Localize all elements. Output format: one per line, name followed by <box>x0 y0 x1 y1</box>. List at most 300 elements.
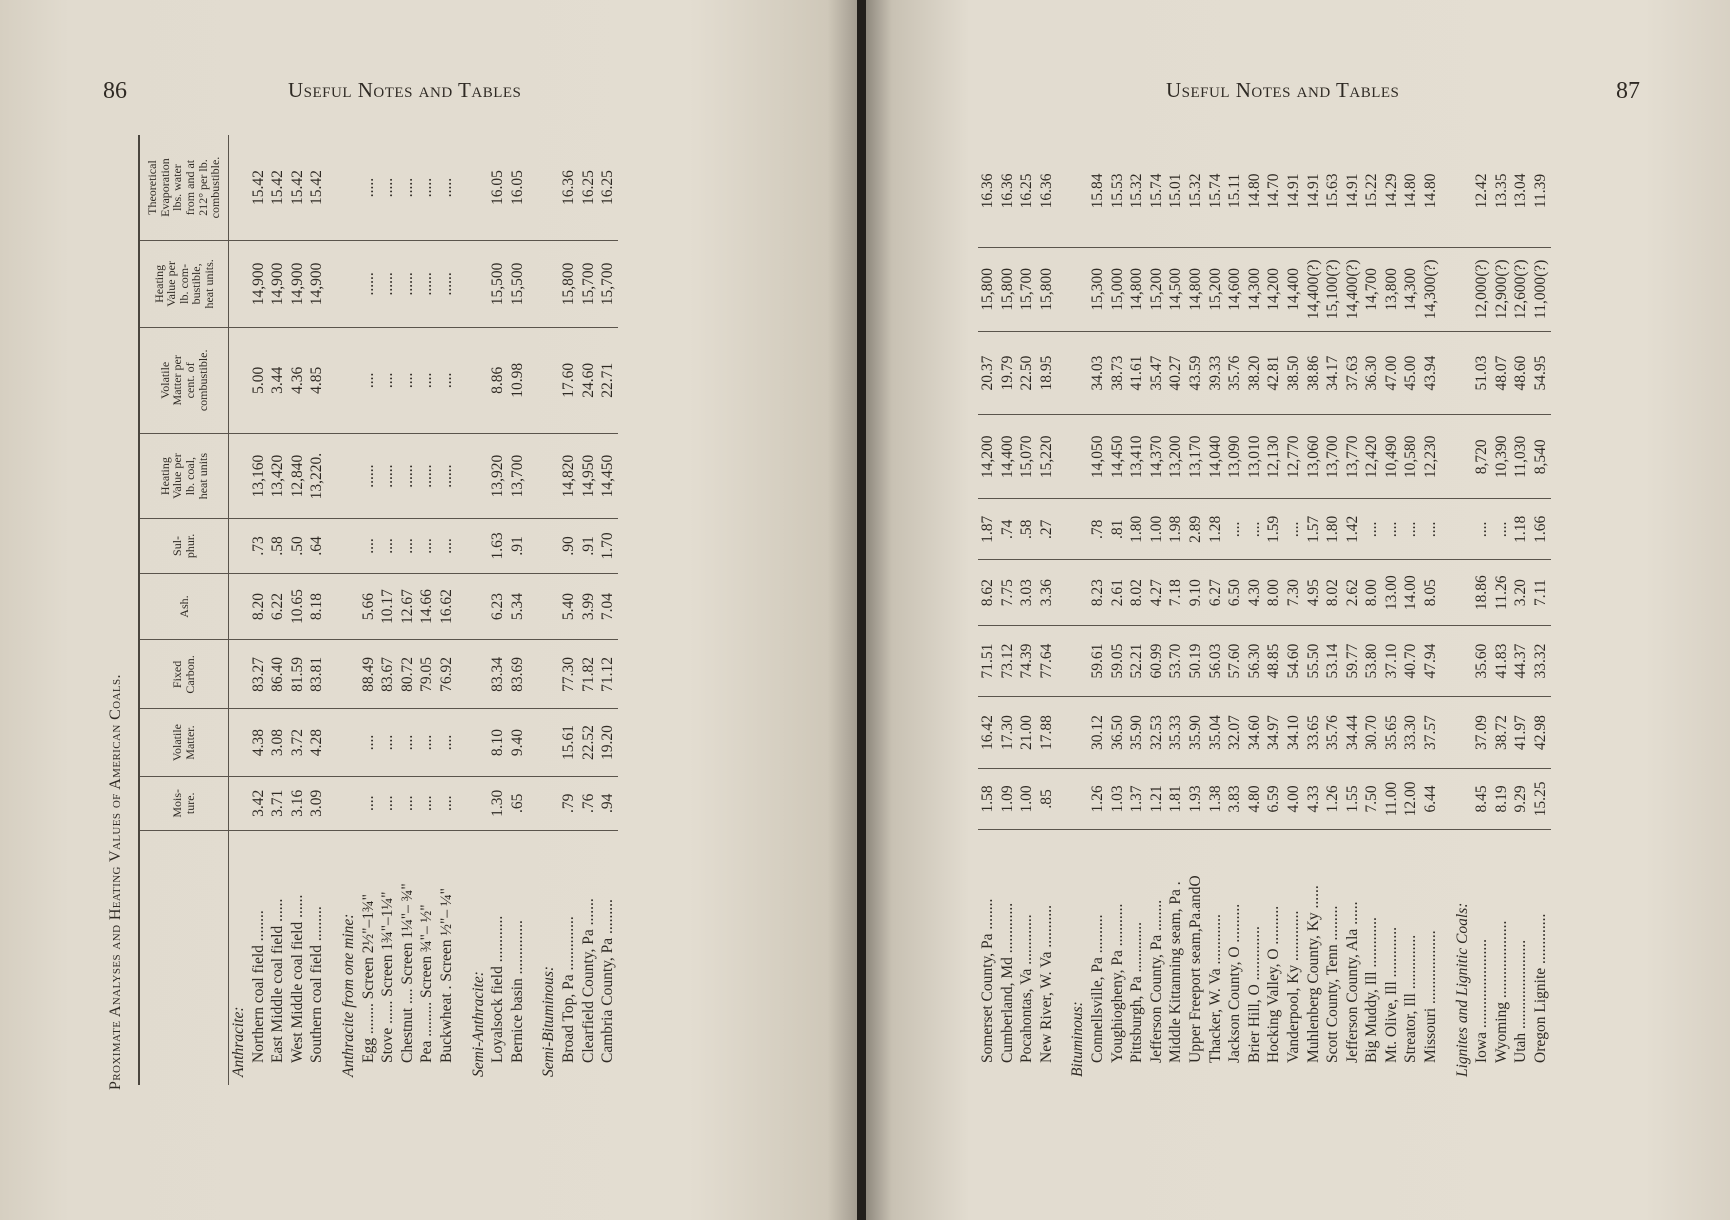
table-cell: 37.57 <box>1421 697 1441 769</box>
table-cell: 4.38 <box>249 709 269 776</box>
table-cell: .... <box>398 519 418 573</box>
table-cell: 6.23 <box>488 573 508 640</box>
table-cell: 16.42 <box>978 697 998 769</box>
page-number-left: 86 <box>103 78 127 104</box>
table-cell: 71.51 <box>978 625 998 697</box>
table-row <box>268 135 288 1085</box>
table-cell: 59.61 <box>1088 625 1108 697</box>
table-cell: 3.36 <box>1037 560 1057 625</box>
table-row <box>1147 135 1167 1085</box>
left-table-wrap <box>138 135 618 1085</box>
table-cell: 33.32 <box>1531 625 1551 697</box>
coal-source: Middle Kittanning seam, Pa . <box>1167 881 1185 1063</box>
table-cell: 37.10 <box>1382 625 1402 697</box>
table-cell: .... <box>1492 499 1512 560</box>
table-cell: 3.16 <box>288 776 308 830</box>
table-cell: 10.98 <box>508 327 528 433</box>
table-cell: 14,450 <box>598 433 618 518</box>
table-row <box>998 135 1018 1085</box>
column-header: Fixed Carbon. <box>139 640 229 709</box>
table-cell: 34.10 <box>1284 697 1304 769</box>
section-title-row <box>229 135 249 1085</box>
running-header-left: Useful Notes and Tables <box>288 78 522 102</box>
table-cell: ..... <box>378 135 398 241</box>
table-row <box>307 135 327 1085</box>
table-row <box>978 135 998 1085</box>
table-row <box>1492 135 1512 1085</box>
table-cell: 17.60 <box>559 327 579 433</box>
table-cell: 55.50 <box>1304 625 1324 697</box>
table-cell: 16.25 <box>579 135 599 241</box>
table-cell: 15.32 <box>1127 135 1147 247</box>
table-cell: ..... <box>359 135 379 241</box>
table-cell: 18.95 <box>1037 331 1057 415</box>
table-cell: .58 <box>268 519 288 573</box>
table-cell: 1.66 <box>1531 499 1551 560</box>
coal-source: Streator, Ill .............. <box>1402 934 1420 1063</box>
table-cell: .65 <box>508 776 528 830</box>
coal-source: Cumberland, Md ............. <box>998 902 1016 1063</box>
table-cell: .... <box>417 327 437 433</box>
column-header-item <box>139 831 229 1086</box>
table-cell: 14,820 <box>559 433 579 518</box>
table-cell: 59.05 <box>1108 625 1128 697</box>
table-row <box>1284 135 1304 1085</box>
coal-source: Egg ........ Screen 2½"–1¾" <box>359 894 377 1063</box>
table-cell: 38.86 <box>1304 331 1324 415</box>
table-cell: .... <box>359 519 379 573</box>
table-cell: 41.83 <box>1492 625 1512 697</box>
table-cell: 11,030 <box>1511 415 1531 499</box>
table-row <box>437 135 457 1085</box>
table-cell: 3.09 <box>307 776 327 830</box>
table-cell: 47.94 <box>1421 625 1441 697</box>
table-cell: 1.58 <box>978 768 998 829</box>
table-cell: .... <box>1472 499 1492 560</box>
table-cell: 13,010 <box>1245 415 1265 499</box>
table-cell: 15.25 <box>1531 768 1551 829</box>
table-cell: 48.07 <box>1492 331 1512 415</box>
coal-source: Loyalsock field ............ <box>489 915 507 1063</box>
table-cell: 15.61 <box>559 709 579 776</box>
column-header: Heating Value per lb. coal, heat units <box>139 433 229 518</box>
table-cell: 12,770 <box>1284 415 1304 499</box>
coal-source: Pocahontas, Va ............. <box>1018 914 1036 1063</box>
table-cell: .27 <box>1037 499 1057 560</box>
table-cell: 20.37 <box>978 331 998 415</box>
coal-source: Oregon Lignite ............. <box>1532 913 1550 1063</box>
coal-source: East Middle coal field ...... <box>269 898 287 1063</box>
column-header: Volatile Matter. <box>139 709 229 776</box>
coal-source: Cambria County, Pa ......... <box>599 899 617 1063</box>
table-cell: 15.42 <box>288 135 308 241</box>
table-cell: ...... <box>417 433 437 518</box>
table-cell: 1.59 <box>1264 499 1284 560</box>
table-cell: 1.09 <box>998 768 1018 829</box>
table-cell: 16.36 <box>559 135 579 241</box>
table-cell: 35.76 <box>1225 331 1245 415</box>
table-cell: 52.21 <box>1127 625 1147 697</box>
table-row <box>1206 135 1226 1085</box>
table-cell: 13,160 <box>249 433 269 518</box>
table-cell: 41.61 <box>1127 331 1147 415</box>
table-cell: 15.01 <box>1166 135 1186 247</box>
table-cell: 8.62 <box>978 560 998 625</box>
table-cell: 11.39 <box>1531 135 1551 247</box>
column-header: Theoretical Evaporation lbs. water from and at 212° per lb. combustible. <box>139 135 229 241</box>
table-cell: 43.94 <box>1421 331 1441 415</box>
coal-source: Clearfield County, Pa ....... <box>579 898 597 1063</box>
table-cell: 4.27 <box>1147 560 1167 625</box>
table-cell: 51.03 <box>1472 331 1492 415</box>
table-cell: 15,700 <box>579 241 599 328</box>
table-cell: 14,700 <box>1362 247 1382 331</box>
table-cell: 14,400(?) <box>1343 247 1363 331</box>
table-cell: .73 <box>249 519 269 573</box>
table-cell: 86.40 <box>268 640 288 709</box>
section-spacer <box>1441 135 1453 1085</box>
table-cell: 71.12 <box>598 640 618 709</box>
table-cell: 14,600 <box>1225 247 1245 331</box>
table-cell: 15,200 <box>1206 247 1226 331</box>
table-cell: 15,000 <box>1108 247 1128 331</box>
table-cell: 11.00 <box>1382 768 1402 829</box>
table-cell: .... <box>398 776 418 830</box>
table-cell: 17.30 <box>998 697 1018 769</box>
table-cell: .... <box>437 776 457 830</box>
table-cell: 15.32 <box>1186 135 1206 247</box>
table-cell: 8,720 <box>1472 415 1492 499</box>
coal-source: Muhlenberg County, Ky ...... <box>1304 885 1322 1063</box>
table-cell: 54.95 <box>1531 331 1551 415</box>
table-cell: 14,500 <box>1166 247 1186 331</box>
table-cell: 83.34 <box>488 640 508 709</box>
table-cell: 38.50 <box>1284 331 1304 415</box>
table-cell: .90 <box>559 519 579 573</box>
table-cell: 1.00 <box>1147 499 1167 560</box>
table-cell: 60.99 <box>1147 625 1167 697</box>
coal-source: Bernice basin .............. <box>508 920 526 1063</box>
table-cell: 6.44 <box>1421 768 1441 829</box>
coal-analysis-table-left <box>138 135 618 1085</box>
table-cell: 32.07 <box>1225 697 1245 769</box>
coal-source: Utah ....................... <box>1512 939 1530 1063</box>
table-cell: .94 <box>598 776 618 830</box>
table-row <box>1088 135 1108 1085</box>
table-cell: 42.98 <box>1531 697 1551 769</box>
table-cell: 14,370 <box>1147 415 1167 499</box>
coal-source: Missouri ................... <box>1422 930 1440 1063</box>
table-cell: 13,170 <box>1186 415 1206 499</box>
table-cell: 13.04 <box>1511 135 1531 247</box>
table-cell: 14.00 <box>1401 560 1421 625</box>
table-cell: 19.20 <box>598 709 618 776</box>
table-cell: .... <box>359 776 379 830</box>
running-header-right: Useful Notes and Tables <box>1166 78 1400 102</box>
coal-source: Jefferson County, Pa ........ <box>1147 899 1165 1063</box>
table-cell: 4.95 <box>1304 560 1324 625</box>
table-cell: .81 <box>1108 499 1128 560</box>
table-cell: 7.18 <box>1166 560 1186 625</box>
table-cell: 14,400(?) <box>1304 247 1324 331</box>
table-row <box>598 135 618 1085</box>
table-row <box>1382 135 1402 1085</box>
table-cell: 38.72 <box>1492 697 1512 769</box>
coal-source: New River, W. Va ........... <box>1037 905 1055 1063</box>
table-cell: 35.76 <box>1323 697 1343 769</box>
table-row <box>378 135 398 1085</box>
table-cell: 35.04 <box>1206 697 1226 769</box>
table-cell: 15.74 <box>1147 135 1167 247</box>
table-cell: 15,800 <box>978 247 998 331</box>
table-cell: 15,070 <box>1017 415 1037 499</box>
table-cell: 8,540 <box>1531 415 1551 499</box>
coal-source: Brier Hill, O .............. <box>1245 926 1263 1063</box>
table-cell: 1.18 <box>1511 499 1531 560</box>
table-cell: 8.00 <box>1362 560 1382 625</box>
coal-source: Connellsville, Pa .......... <box>1088 914 1106 1063</box>
table-cell: 12.00 <box>1401 768 1421 829</box>
table-cell: 8.20 <box>249 573 269 640</box>
table-cell: .58 <box>1017 499 1037 560</box>
section-title: Bituminous: <box>1069 1001 1087 1077</box>
table-cell: 13,200 <box>1166 415 1186 499</box>
table-cell: 13.35 <box>1492 135 1512 247</box>
table-row <box>508 135 528 1085</box>
table-cell: 15,800 <box>1037 247 1057 331</box>
table-cell: 12.42 <box>1472 135 1492 247</box>
table-row <box>359 135 379 1085</box>
table-cell: 4.80 <box>1245 768 1265 829</box>
table-row <box>288 135 308 1085</box>
section-title-row <box>469 135 489 1085</box>
table-cell: ...... <box>378 433 398 518</box>
table-cell: 8.45 <box>1472 768 1492 829</box>
table-row <box>1127 135 1147 1085</box>
table-cell: 14,300 <box>1401 247 1421 331</box>
table-cell: 6.50 <box>1225 560 1245 625</box>
table-cell: 14,950 <box>579 433 599 518</box>
table-cell: 38.20 <box>1245 331 1265 415</box>
table-cell: 56.03 <box>1206 625 1226 697</box>
table-cell: 16.62 <box>437 573 457 640</box>
table-cell: 14,900 <box>249 241 269 328</box>
table-cell: 53.14 <box>1323 625 1343 697</box>
table-cell: 73.12 <box>998 625 1018 697</box>
table-cell: 34.17 <box>1323 331 1343 415</box>
table-cell: 2.61 <box>1108 560 1128 625</box>
table-cell: .... <box>1225 499 1245 560</box>
table-cell: ..... <box>417 135 437 241</box>
section-spacer <box>457 135 469 1085</box>
table-cell: 1.26 <box>1088 768 1108 829</box>
table-cell: 15,700 <box>1017 247 1037 331</box>
table-cell: 35.90 <box>1186 697 1206 769</box>
table-cell: 6.22 <box>268 573 288 640</box>
table-cell: 47.00 <box>1382 331 1402 415</box>
table-cell: 53.70 <box>1166 625 1186 697</box>
table-cell: 77.64 <box>1037 625 1057 697</box>
right-table-wrap <box>978 135 1551 1085</box>
table-cell: 88.49 <box>359 640 379 709</box>
table-cell: 34.44 <box>1343 697 1363 769</box>
table-cell: 35.65 <box>1382 697 1402 769</box>
table-cell: 16.25 <box>598 135 618 241</box>
table-cell: 11,000(?) <box>1531 247 1551 331</box>
table-cell: 83.69 <box>508 640 528 709</box>
table-cell: 9.29 <box>1511 768 1531 829</box>
table-cell: 35.47 <box>1147 331 1167 415</box>
table-cell: 13,220. <box>307 433 327 518</box>
table-cell: ...... <box>417 241 437 328</box>
table-cell: 42.81 <box>1264 331 1284 415</box>
table-cell: 33.30 <box>1401 697 1421 769</box>
table-cell: .64 <box>307 519 327 573</box>
table-cell: 14.80 <box>1421 135 1441 247</box>
table-cell: 14.66 <box>417 573 437 640</box>
table-cell: 13,700 <box>508 433 528 518</box>
table-cell: 6.27 <box>1206 560 1226 625</box>
left-page <box>0 0 862 1220</box>
table-cell: 14,400 <box>998 415 1018 499</box>
table-cell: 35.60 <box>1472 625 1492 697</box>
table-cell: 13,700 <box>1323 415 1343 499</box>
table-cell: 2.62 <box>1343 560 1363 625</box>
table-cell: 15,300 <box>1088 247 1108 331</box>
table-row <box>1264 135 1284 1085</box>
table-cell: 15.53 <box>1108 135 1128 247</box>
table-cell: 36.50 <box>1108 697 1128 769</box>
coal-source: Hocking Valley, O .......... <box>1265 905 1283 1063</box>
table-cell: 14.80 <box>1401 135 1421 247</box>
table-cell: .... <box>359 327 379 433</box>
table-cell: 8.19 <box>1492 768 1512 829</box>
table-cell: 7.75 <box>998 560 1018 625</box>
table-cell: 4.30 <box>1245 560 1265 625</box>
table-cell: 3.71 <box>268 776 288 830</box>
table-row <box>1017 135 1037 1085</box>
table-cell: .74 <box>998 499 1018 560</box>
table-cell: 8.02 <box>1323 560 1343 625</box>
coal-source: Scott County, Tenn ......... <box>1324 905 1342 1063</box>
table-cell: 14,200 <box>1264 247 1284 331</box>
table-cell: 14,900 <box>288 241 308 328</box>
table-cell: 1.26 <box>1323 768 1343 829</box>
table-cell: 1.42 <box>1343 499 1363 560</box>
table-cell: 14,450 <box>1108 415 1128 499</box>
table-cell: 16.36 <box>978 135 998 247</box>
table-row <box>1343 135 1363 1085</box>
table-cell: 14,400 <box>1284 247 1304 331</box>
table-cell: 14,200 <box>978 415 998 499</box>
section-title: Anthracite: <box>230 1006 247 1077</box>
table-title: Proximate Analyses and Heating Values of American Coals. <box>107 674 124 1090</box>
coal-source: Stove ...... Screen 1¾"–1¼" <box>379 891 397 1063</box>
table-cell: 8.10 <box>488 709 508 776</box>
table-cell: .91 <box>508 519 528 573</box>
table-cell: 15,100(?) <box>1323 247 1343 331</box>
table-cell: 77.30 <box>559 640 579 709</box>
table-cell: 10,580 <box>1401 415 1421 499</box>
table-cell: 10.17 <box>378 573 398 640</box>
coal-source: Iowa ....................... <box>1473 939 1491 1063</box>
table-cell: 10.65 <box>288 573 308 640</box>
coal-source: Wyoming .................... <box>1492 920 1510 1063</box>
table-cell: 1.80 <box>1323 499 1343 560</box>
table-cell: 40.27 <box>1166 331 1186 415</box>
table-cell: 76.92 <box>437 640 457 709</box>
table-cell: 14,900 <box>268 241 288 328</box>
table-cell: 13,060 <box>1304 415 1324 499</box>
coal-source: Pittsburgh, Pa ............. <box>1128 922 1146 1063</box>
table-cell: 14,040 <box>1206 415 1226 499</box>
table-cell: 15.42 <box>268 135 288 241</box>
table-cell: .... <box>437 519 457 573</box>
section-spacer <box>1056 135 1068 1085</box>
coal-source: Jackson County, O .......... <box>1226 903 1244 1063</box>
table-cell: 15.74 <box>1206 135 1226 247</box>
table-cell: ..... <box>437 135 457 241</box>
table-cell: 15.22 <box>1362 135 1382 247</box>
table-cell: 48.60 <box>1511 331 1531 415</box>
table-cell: 1.38 <box>1206 768 1226 829</box>
table-cell: 14,050 <box>1088 415 1108 499</box>
table-cell: 18.86 <box>1472 560 1492 625</box>
table-cell: 3.20 <box>1511 560 1531 625</box>
table-cell: 81.59 <box>288 640 308 709</box>
table-cell: .... <box>1382 499 1402 560</box>
table-cell: 7.50 <box>1362 768 1382 829</box>
table-cell: 21.00 <box>1017 697 1037 769</box>
table-cell: 39.33 <box>1206 331 1226 415</box>
table-cell: 15,220 <box>1037 415 1057 499</box>
table-row <box>1037 135 1057 1085</box>
table-cell: 13,420 <box>268 433 288 518</box>
table-cell: 37.63 <box>1343 331 1363 415</box>
table-cell: 38.73 <box>1108 331 1128 415</box>
table-cell: 1.81 <box>1166 768 1186 829</box>
table-cell: .... <box>359 709 379 776</box>
table-cell: 83.27 <box>249 640 269 709</box>
table-cell: 7.11 <box>1531 560 1551 625</box>
table-cell: 1.37 <box>1127 768 1147 829</box>
table-cell: 35.33 <box>1166 697 1186 769</box>
table-cell: 8.00 <box>1264 560 1284 625</box>
table-cell: 12,230 <box>1421 415 1441 499</box>
table-cell: 14,300(?) <box>1421 247 1441 331</box>
column-header: Sul- phur. <box>139 519 229 573</box>
table-row <box>249 135 269 1085</box>
table-cell: 12,420 <box>1362 415 1382 499</box>
coal-source: Vanderpool, Ky ............. <box>1284 910 1302 1063</box>
table-cell: 7.04 <box>598 573 618 640</box>
table-cell: 1.70 <box>598 519 618 573</box>
table-cell: .79 <box>559 776 579 830</box>
table-cell: 1.21 <box>1147 768 1167 829</box>
coal-source: Somerset County, Pa ........ <box>979 898 996 1063</box>
table-cell: 16.05 <box>508 135 528 241</box>
table-row <box>1245 135 1265 1085</box>
section-title-row <box>539 135 559 1085</box>
table-cell: .... <box>1362 499 1382 560</box>
table-cell: 8.86 <box>488 327 508 433</box>
table-cell: 50.19 <box>1186 625 1206 697</box>
coal-source: Upper Freeport seam,Pa.andO <box>1186 875 1204 1063</box>
table-cell: 13,800 <box>1382 247 1402 331</box>
table-cell: 9.40 <box>508 709 528 776</box>
table-cell: 15.42 <box>307 135 327 241</box>
table-cell: 56.30 <box>1245 625 1265 697</box>
